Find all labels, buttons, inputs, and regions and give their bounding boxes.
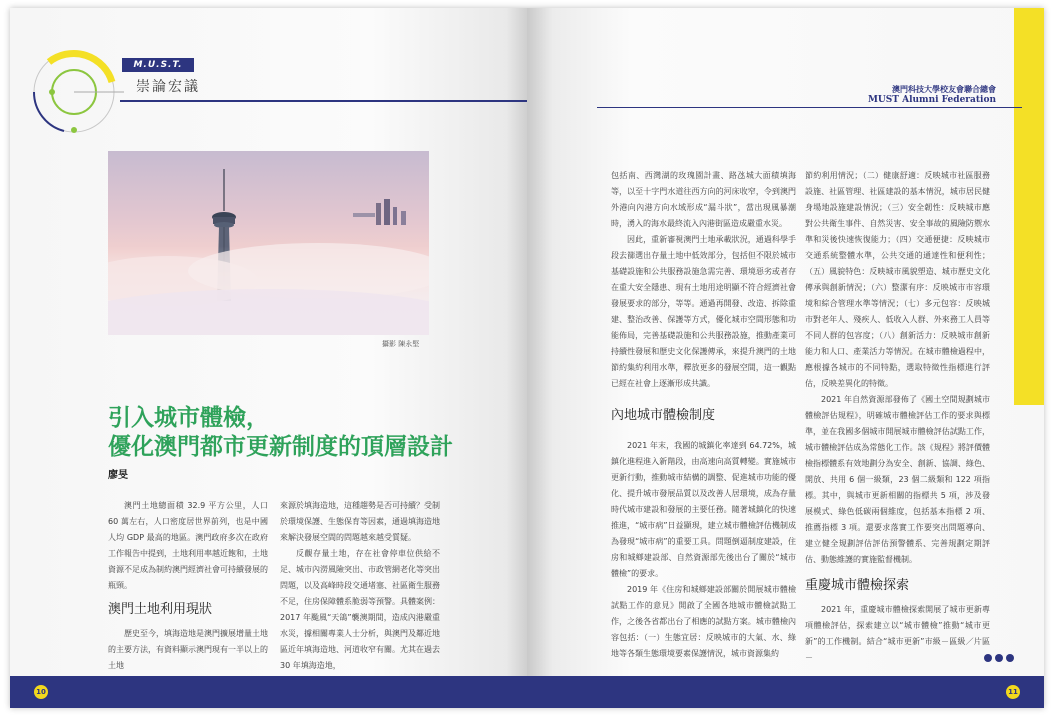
- column-2: [280, 498, 440, 674]
- author-name: 廖旻: [108, 470, 128, 481]
- article-title-line1: 引入城市體檢，: [108, 405, 269, 431]
- column-3: [611, 168, 796, 662]
- paragraph: 來源於填海造地，這種趨勢是否可持續？受制於環境保護、生態保育等因素，通過填海造地來解決發展空間的問題越來越受質疑。: [280, 501, 440, 542]
- decorative-dots: [984, 654, 1014, 662]
- article-title: [108, 404, 453, 462]
- paragraph: 2019 年《住房和城鄉建設部關於開展城市體檢試點工作的意見》開啟了全國各地城市體檢試點工作，之後各省都出台了相應的試點方案。城市體檢內容包括：（一）生態宜居：反映城市的大氣、水、綠地等各類生態環境要素保護情況，城市資源集約: [611, 585, 796, 658]
- article-title-line2: 優化澳門都市更新制度的頂層設計: [108, 434, 453, 460]
- paragraph: 2021 年自然資源部發佈了《國土空間規劃城市體檢評估規程》，明確城市體檢評估工作的要求與標準，並在我國多個城市開展城市體檢評估試點工作，城市體檢評估成為常態化工作。該《規程》將評價體檢指標體系有效地劃分為安全、創新、協調、綠色、開放、共用 6 個一級類，23 個二級類和 122 項指標。其中，與城市更新相關的指標共 5 項，涉及發展模式、綠色低碳兩個維度，包括基本指標 2 項、推薦指標 3 項。還要求落實工作要突出問題導向、建立健全規劃評估評估預警體系、完善規劃定期評估、動態維護的實施監督機制。: [805, 395, 990, 564]
- page-number-left: 10: [34, 685, 48, 699]
- right-page: [527, 8, 1044, 708]
- dot: [1006, 654, 1014, 662]
- paragraph: 節約利用情況；（二）健康舒適：反映城市社區服務設施、社區管理、社區建設的基本情況，城市居民健身場地設施建設情況；（三）安全韌性：反映城市應對公共衛生事件、自然災害、安全事故的風險防禦水準和災後快速恢復能力；（四）交通便捷：反映城市交通系統整體水準，公共交通的通達性和便利性；（五）風貌特色：反映城市風貌塑造、城市歷史文化傳承與創新情況；（六）整潔有序：反映城市市容環境和綜合管理水準等情況；（七）多元包容：反映城市對老年人、殘疾人、低收入人群、外來務工人員等不同人群的包容度；（八）創新活力：反映城市創新能力和人口、產業活力等情況。在城市體檢過程中，應根據各城市的不同特點，選取特徵性指標進行評估，反映差異化的特徵。: [805, 171, 990, 388]
- section-label: 崇論宏議: [136, 79, 200, 95]
- page-number-right: 11: [1006, 685, 1020, 699]
- dot: [984, 654, 992, 662]
- paragraph: 澳門土地總面積 32.9 平方公里，人口 60 萬左右，人口密度居世界前列，也是中國人均 GDP 最高的地區。澳門政府多次在政府工作報告中提到，土地利用率越近飽和，土地資源不足成為制約澳門經濟社會可持續發展的瓶頸。: [108, 501, 268, 590]
- dot: [995, 654, 1003, 662]
- yellow-strip: [1014, 8, 1044, 405]
- header-rule-right: [597, 107, 1022, 108]
- photo-credit: 攝影 陳永堅: [382, 340, 420, 348]
- paragraph: 反觀存量土地，存在社會停車位供給不足、城市內澇風險突出、市政管網老化等突出問題，以及高峰時段交通堵塞、社區衛生服務不足，住房保障體系脆弱等預警。具體案例：2017 年颱風“天鴿”襲澳期間，造成內港嚴重水災，據相關專業人士分析，與澳門及鄰近地區近年填海造地、河道收窄有關。尤其在過去 30 年填海造地，: [280, 549, 440, 670]
- org-name-en: MUST Alumni Federation: [867, 95, 996, 105]
- paragraph: 歷史至今，填海造地是澳門擴展增量土地的主要方法，有資料顯示澳門現有一半以上的土地: [108, 629, 268, 670]
- org-name-zh: 澳門科技大學校友會聯合總會: [892, 85, 996, 94]
- left-page: [10, 8, 527, 708]
- column-4: [805, 168, 990, 666]
- footer-bar: [10, 676, 527, 708]
- paragraph: 包括南、西灣湖的玫瑰園計畫、路氹城大面積填海等，以至十字門水道往西方向的河床收窄，令到澳門外港向內港方向水域形成“漏斗狀”，當出現風暴潮時，湧入的海水最終流入內港街區造成嚴重水災。: [611, 171, 796, 228]
- paragraph: 因此，重新審視澳門土地承載狀況，通過科學手段去篩選出存量土地中低效部分，包括但不限於城市基礎設施和公共服務設施急需完善、環境惡劣或者存在重大安全隱患、現有土地用途明顯不符合經濟社會發展要求的部分，等等。通過再開發、改造、拆除重建、整治改善、保護等方式，優化城市空間形態和功能佈局，完善基礎設施和公共服務設施，推動產業可持續性發展和歷史文化保護傳承，來提升澳門的土地節約集約利用水準，釋放更多的發展空間，這一觀點已經在社會上逐漸形成共識。: [611, 235, 796, 388]
- section-heading: 內地城市體檢制度: [611, 408, 716, 423]
- paragraph: 2021 年末，我國的城鎮化率達到 64.72%，城鎮化進程進入新階段，由高速向高質轉變。實施城市更新行動，推動城市結構的調整、促進城市功能的優化、提升城市發展品質以及改善人居環境，成為存量時代城市建設和發展的主要任務。隨著城鎮化的快速推進，“城市病”日益顯現，建立城市體檢評估機制成為發現“城市病”的重要工具。問題倒逼制度建設，住房和城鄉建設部、自然資源部先後出台了關於“城市體檢”的要求。: [611, 441, 796, 578]
- column-1: [108, 498, 268, 674]
- section-heading: 澳門土地利用現狀: [108, 602, 213, 617]
- must-badge: M.U.S.T.: [122, 58, 194, 72]
- tower-illustration: [108, 151, 429, 335]
- decorative-circles-graphic: [24, 32, 144, 142]
- header-rule: [120, 100, 527, 102]
- magazine-spread: [10, 8, 1044, 708]
- paragraph: 2021 年，重慶城市體檢探索開展了城市更新專項體檢評估，探索建立以“城市體檢”推動“城市更新”的工作機制。結合“城市更新”市級－區級／片區－: [805, 605, 990, 662]
- section-heading: 重慶城市體檢探索: [805, 578, 910, 593]
- footer-bar: [527, 676, 1044, 708]
- macau-tower-photo: [108, 151, 429, 335]
